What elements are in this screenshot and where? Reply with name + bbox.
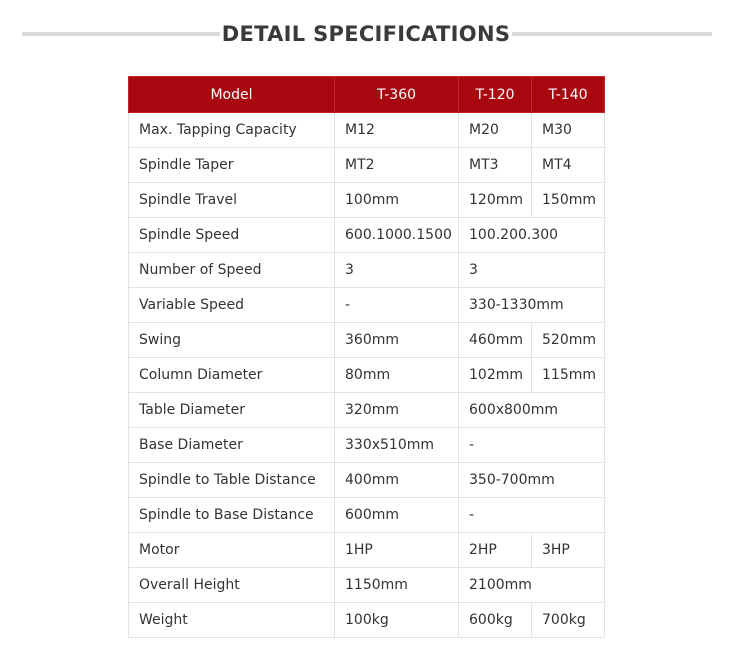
table-cell: 700kg	[532, 603, 605, 638]
table-cell: 460mm	[459, 323, 532, 358]
row-label: Max. Tapping Capacity	[129, 113, 335, 148]
table-cell: 80mm	[335, 358, 459, 393]
row-label: Number of Speed	[129, 253, 335, 288]
table-row	[129, 358, 605, 393]
specifications-table	[128, 76, 605, 638]
table-cell: 3	[335, 253, 459, 288]
table-row	[129, 113, 605, 148]
header-model: Model	[129, 77, 335, 113]
table-row	[129, 393, 605, 428]
row-label: Spindle Taper	[129, 148, 335, 183]
table-row	[129, 428, 605, 463]
table-cell: M30	[532, 113, 605, 148]
table-cell: 120mm	[459, 183, 532, 218]
row-label: Motor	[129, 533, 335, 568]
row-label: Spindle Speed	[129, 218, 335, 253]
row-label: Base Diameter	[129, 428, 335, 463]
table-cell: 600kg	[459, 603, 532, 638]
table-cell: 600.1000.1500	[335, 218, 459, 253]
table-cell: 320mm	[335, 393, 459, 428]
table-cell: 100kg	[335, 603, 459, 638]
table-row	[129, 148, 605, 183]
table-cell: -	[459, 428, 605, 463]
table-cell: 360mm	[335, 323, 459, 358]
row-label: Spindle to Table Distance	[129, 463, 335, 498]
row-label: Swing	[129, 323, 335, 358]
section-heading	[0, 18, 737, 52]
row-label: Spindle to Base Distance	[129, 498, 335, 533]
table-cell: 2100mm	[459, 568, 605, 603]
table-cell: 100.200.300	[459, 218, 605, 253]
table-row	[129, 253, 605, 288]
heading-rule-right	[512, 32, 712, 36]
table-cell: 330-1330mm	[459, 288, 605, 323]
table-cell: 330x510mm	[335, 428, 459, 463]
table-row	[129, 218, 605, 253]
table-cell: 3HP	[532, 533, 605, 568]
row-label: Weight	[129, 603, 335, 638]
table-row	[129, 533, 605, 568]
header-t-120: T-120	[459, 77, 532, 113]
table-header-row	[129, 77, 605, 113]
table-cell: 600mm	[335, 498, 459, 533]
table-cell: MT2	[335, 148, 459, 183]
table-cell: 102mm	[459, 358, 532, 393]
table-cell: -	[459, 498, 605, 533]
table-row	[129, 498, 605, 533]
row-label: Spindle Travel	[129, 183, 335, 218]
table-row	[129, 568, 605, 603]
table-row	[129, 463, 605, 498]
table-cell: 115mm	[532, 358, 605, 393]
table-cell: 400mm	[335, 463, 459, 498]
table-row	[129, 288, 605, 323]
table-cell: MT4	[532, 148, 605, 183]
table-cell: 3	[459, 253, 605, 288]
table-cell: M12	[335, 113, 459, 148]
table-row	[129, 323, 605, 358]
row-label: Column Diameter	[129, 358, 335, 393]
row-label: Table Diameter	[129, 393, 335, 428]
table-cell: 2HP	[459, 533, 532, 568]
row-label: Variable Speed	[129, 288, 335, 323]
row-label: Overall Height	[129, 568, 335, 603]
table-cell: -	[335, 288, 459, 323]
table-cell: M20	[459, 113, 532, 148]
table-cell: 1HP	[335, 533, 459, 568]
header-t-360: T-360	[335, 77, 459, 113]
header-t-140: T-140	[532, 77, 605, 113]
page-title: DETAIL SPECIFICATIONS	[221, 22, 511, 46]
table-cell: 520mm	[532, 323, 605, 358]
table-cell: 150mm	[532, 183, 605, 218]
table-row	[129, 603, 605, 638]
table-cell: 100mm	[335, 183, 459, 218]
table-cell: MT3	[459, 148, 532, 183]
heading-rule-left	[22, 32, 220, 36]
table-cell: 1150mm	[335, 568, 459, 603]
table-cell: 600x800mm	[459, 393, 605, 428]
table-row	[129, 183, 605, 218]
table-cell: 350-700mm	[459, 463, 605, 498]
